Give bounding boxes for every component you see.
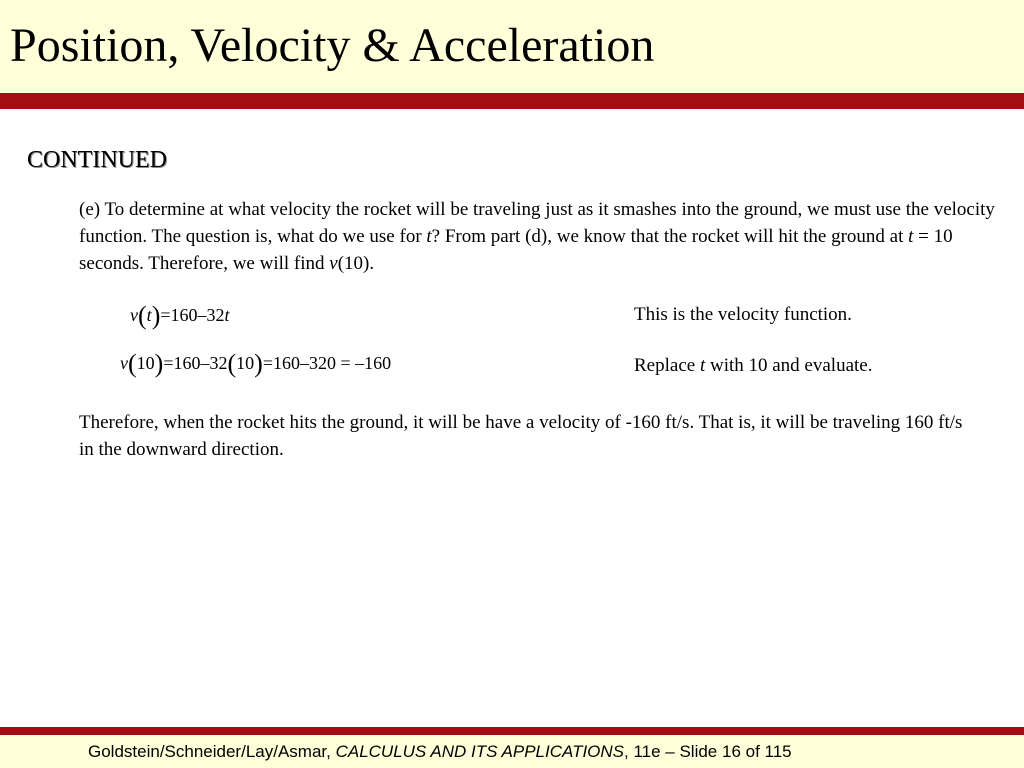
footer-authors: Goldstein/Schneider/Lay/Asmar, — [88, 742, 336, 761]
footer-bar — [0, 735, 1024, 768]
slide-title: Position, Velocity & Acceleration — [10, 19, 655, 72]
top-accent-bar — [0, 93, 1024, 109]
evaluation-equation — [120, 349, 392, 378]
eq2-lparen: ( — [128, 349, 137, 378]
eq1-v: v — [130, 305, 138, 325]
intro-text-2: ? From part (d), we know that the rocket will hit the ground at — [431, 226, 909, 247]
velocity-function-equation — [130, 301, 230, 330]
intro-text-3: = 10 seconds. Therefore, we will find — [79, 226, 953, 274]
intro-var-t-2: t — [908, 226, 914, 247]
note2-text-2: with 10 and evaluate. — [705, 355, 873, 376]
eq1-t2: t — [224, 305, 230, 325]
note2-var-t: t — [699, 355, 706, 376]
intro-paragraph — [79, 196, 999, 277]
note2-text-1: Replace — [634, 355, 700, 376]
title-bar — [0, 0, 1024, 93]
eq2-rparen-2: ) — [254, 349, 263, 378]
eq2-lparen-2: ( — [227, 349, 237, 378]
evaluate-note — [634, 354, 872, 378]
eq1-lparen: ( — [138, 301, 147, 330]
velocity-function-note: This is the velocity function. — [634, 304, 852, 325]
bottom-accent-bar — [0, 727, 1024, 735]
footer-book-title: CALCULUS AND ITS APPLICATIONS — [335, 742, 625, 761]
intro-var-t-1: t — [426, 226, 432, 247]
eq1-t: t — [146, 305, 152, 325]
eq1-rparen: ) — [151, 301, 161, 330]
eq2-v: v — [120, 353, 128, 373]
intro-text-1: (e) To determine at what velocity the rocket will be traveling just as it smashes into the ground, we must use the velocity function. The question is, what do we use for — [79, 199, 995, 247]
conclusion-paragraph: Therefore, when the rocket hits the ground, it will be have a velocity of -160 ft/s. That is, it will be traveling 160 ft/s in the downward direction. — [79, 412, 963, 460]
intro-text-4: (10). — [337, 253, 375, 274]
eq2-rparen: ) — [154, 349, 164, 378]
eq2-arg: 10 — [136, 353, 155, 373]
footer-citation — [88, 742, 792, 762]
intro-var-v: v — [329, 253, 338, 274]
eq1-rhs: =160–32 — [160, 305, 225, 325]
section-heading: CONTINUED — [27, 147, 167, 173]
eq2-arg-2: 10 — [236, 353, 255, 373]
eq2-rest: =160–320 = –160 — [262, 353, 392, 373]
eq2-mid: =160–32 — [163, 353, 228, 373]
footer-slide-number: , 11e – Slide 16 of 115 — [624, 742, 792, 761]
